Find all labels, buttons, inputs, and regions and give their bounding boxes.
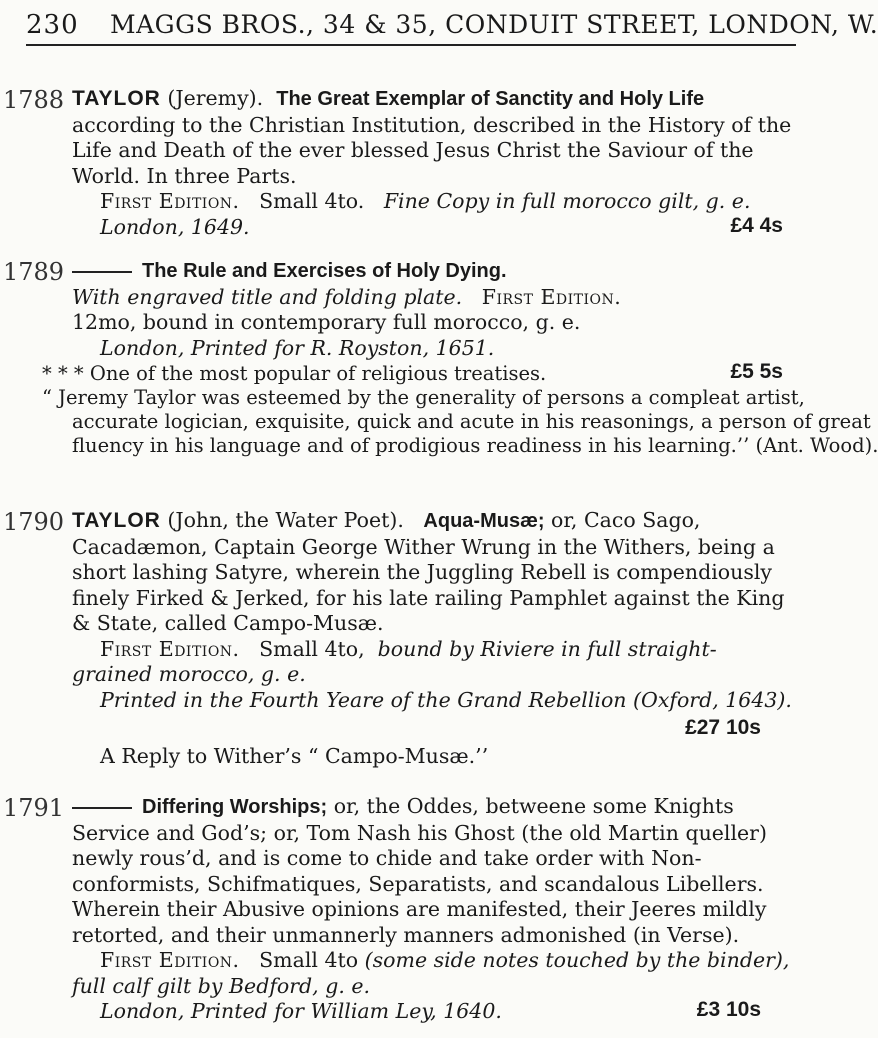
imprint: London, Printed for R. Royston, 1651. <box>100 335 495 360</box>
imprint: Printed in the Fourth Yeare of the Grand Rebellion (Oxford, 1643). <box>100 687 792 712</box>
edition: First Edition. <box>100 948 240 972</box>
entry-line: Life and Death of the ever blessed Jesus Christ the Saviour of the <box>72 138 754 162</box>
entry-line: short lashing Satyre, wherein the Juggling Rebell is compendiously <box>72 560 773 584</box>
lot-number: 1788 <box>3 86 65 114</box>
ditto-dash <box>72 271 132 273</box>
entry-line <box>72 508 789 535</box>
binding-cont: full calf gilt by Bedford, g. e. <box>72 973 371 998</box>
ditto-dash <box>72 807 132 809</box>
edition: First Edition. <box>100 189 240 213</box>
reply-note: A Reply to Wither’s “ Campo-Musæ.’’ <box>100 744 489 768</box>
book-title: The Great Exemplar of Sanctity and Holy Life <box>276 88 705 110</box>
book-title: Differing Worships; <box>142 796 328 818</box>
book-title: Aqua-Musæ; <box>423 510 545 532</box>
binding: bound by Riviere in full straight- <box>377 636 717 661</box>
title-rest: or, the Oddes, betweene some Knights <box>327 794 734 818</box>
binding: 12mo, bound in contemporary full morocco, g. e. <box>72 310 581 334</box>
page-header <box>26 10 878 46</box>
edition: First Edition. <box>481 284 622 309</box>
format: Small 4to, <box>259 636 365 661</box>
entry-body <box>72 258 789 361</box>
running-head: MAGGS BROS., 34 & 35, CONDUIT STREET, LONDON, W. <box>110 10 878 39</box>
author-name: TAYLOR <box>72 87 161 110</box>
binding: Fine Copy in full morocco gilt, g. e. <box>383 189 751 213</box>
author-detail: (Jeremy). <box>160 86 264 110</box>
book-title: The Rule and Exercises of Holy Dying. <box>142 260 507 282</box>
entry-line: conformists, Schifmatiques, Separatists, and scandalous Libellers. <box>72 871 764 896</box>
format: Small 4to <box>259 948 359 972</box>
entry-line <box>72 637 789 663</box>
entry-line <box>72 189 789 215</box>
imprint: London, 1649. <box>100 214 250 239</box>
binding-cont: grained morocco, g. e. <box>72 662 306 686</box>
quote-line: “ Jeremy Taylor was esteemed by the generality of persons a compleat artist, <box>42 386 805 409</box>
entry-line: Wherein their Abusive opinions are manifested, their Jeeres mildly <box>72 897 767 921</box>
entry-line <box>72 258 789 285</box>
price: £3 10s <box>696 998 761 1021</box>
entry-line <box>72 794 789 821</box>
entry-note <box>30 362 878 458</box>
edition: First Edition. <box>100 636 240 661</box>
format: Small 4to. <box>259 189 365 213</box>
entry-line: newly rous’d, and is come to chide and take order with Non- <box>72 846 702 870</box>
price: £27 10s <box>685 716 761 739</box>
entry-line <box>72 285 789 311</box>
page-number: 230 <box>26 10 79 40</box>
title-rest: or, Caco Sago, <box>544 508 701 532</box>
price: £5 5s <box>730 360 783 383</box>
lot-number: 1791 <box>3 794 65 822</box>
entry-line: Service and God’s; or, Tom Nash his Ghost (the old Martin queller) <box>72 820 767 845</box>
entry-line: according to the Christian Institution, described in the History of the <box>72 112 792 137</box>
entry-body <box>72 508 792 713</box>
entry-line: retorted, and their unmannerly manners admonished (in Verse). <box>72 922 740 947</box>
lot-number: 1790 <box>3 508 65 536</box>
entry-body <box>72 794 789 1025</box>
entry-line <box>72 948 789 974</box>
entry-line <box>72 86 789 113</box>
binding: (some side notes touched by the binder), <box>364 948 790 972</box>
note-line: * * * One of the most popular of religious treatises. <box>42 362 547 385</box>
entry-line: World. In three Parts. <box>72 163 297 188</box>
entry-body <box>72 86 792 240</box>
quote-line: fluency in his language and of prodigious readiness in his learning.’’ (Ant. Wood). <box>72 434 878 457</box>
plate-note: With engraved title and folding plate. <box>72 284 463 309</box>
entry-line: finely Firked & Jerked, for his late railing Pamphlet against the King <box>72 585 785 610</box>
author-name: TAYLOR <box>72 509 161 532</box>
price: £4 4s <box>730 214 783 237</box>
quote-line: accurate logician, exquisite, quick and acute in his reasonings, a person of great <box>72 410 871 433</box>
entry-line: Cacadæmon, Captain George Wither Wrung in the Withers, being a <box>72 534 775 559</box>
author-detail: (John, the Water Poet). <box>160 508 404 532</box>
entry-line: & State, called Campo-Musæ. <box>72 611 384 635</box>
lot-number: 1789 <box>3 258 65 286</box>
imprint: London, Printed for William Ley, 1640. <box>100 999 502 1023</box>
